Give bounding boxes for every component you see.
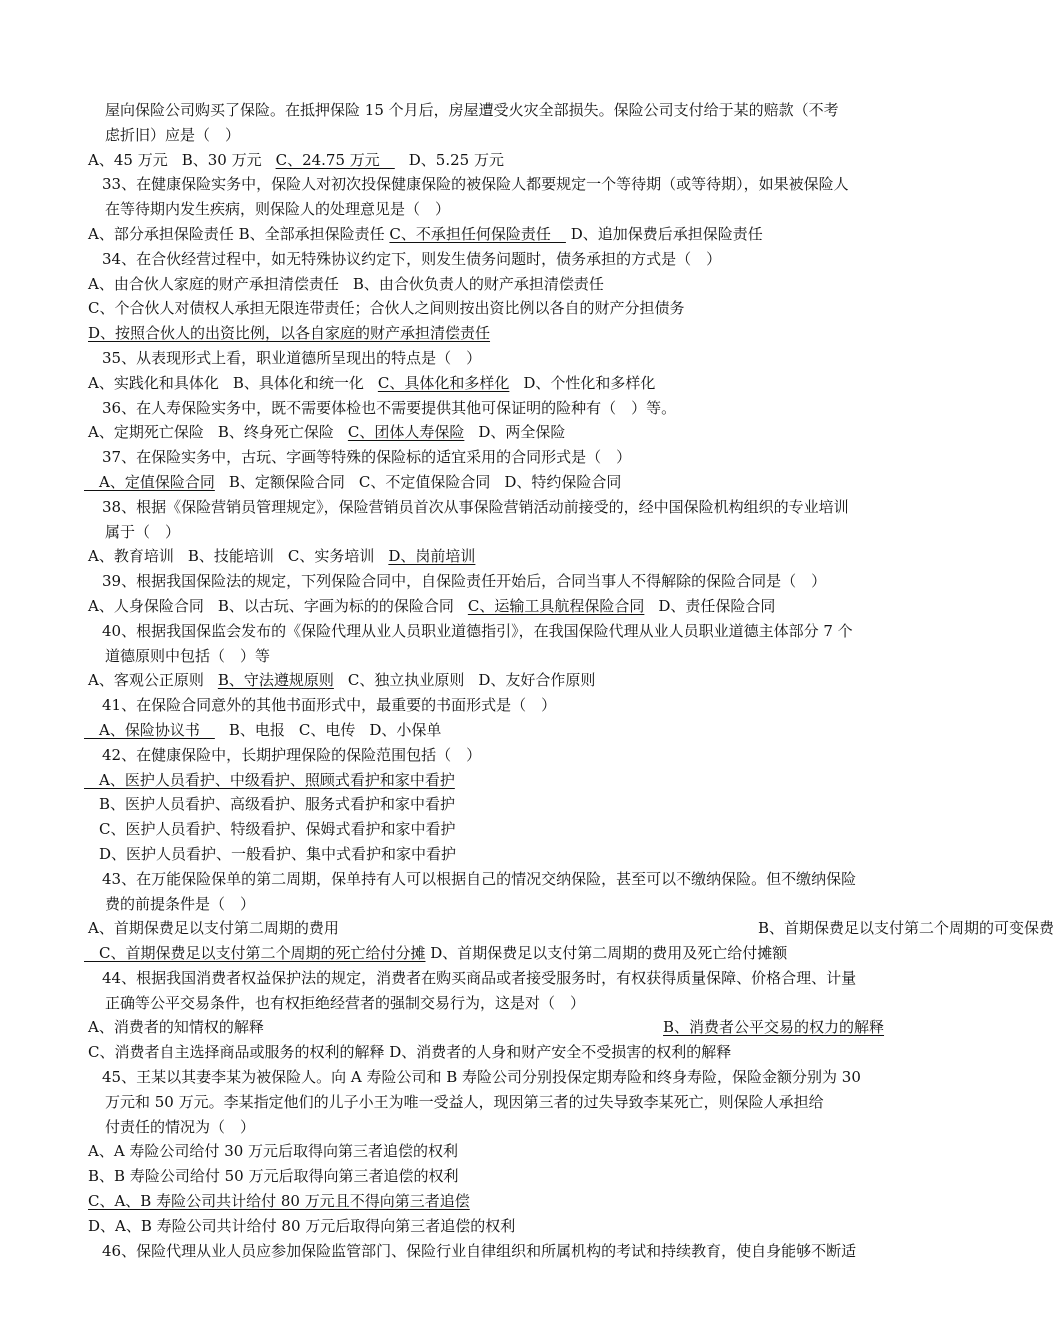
question-line — [0, 495, 950, 520]
answer-option: B、B 寿险公司给付 50 万元后取得向第三者追偿的权利 — [88, 1167, 459, 1186]
answer-options-line — [0, 668, 950, 693]
line-text: 道德原则中包括（ ）等 — [105, 646, 271, 665]
answer-option: D、友好合作原则 — [478, 671, 596, 690]
correct-answer-option: D、岗前培训 — [388, 547, 476, 566]
line-text: 42、在健康保险中，长期护理保险的保险范围包括（ ） — [102, 745, 482, 764]
question-line — [0, 966, 950, 991]
answer-option: B、终身死亡保险 — [217, 423, 334, 442]
correct-answer-option: B、消费者公平交易的权力的解释 — [663, 1018, 885, 1037]
line-text: 37、在保险实务中，古玩、字画等特殊的保险标的适宜采用的合同形式是（ ） — [102, 448, 632, 467]
answer-option: D、特约保险合同 — [504, 472, 622, 491]
question-line — [0, 743, 950, 768]
answer-options-line — [0, 842, 950, 867]
answer-option: A、首期保费足以支付第二周期的费用 — [88, 919, 339, 938]
answer-options-line — [0, 272, 950, 297]
answer-options-line — [0, 1164, 950, 1189]
answer-option: B、由合伙负责人的财产承担清偿责任 — [352, 274, 604, 293]
answer-options-line — [0, 420, 950, 445]
answer-options-line — [0, 768, 950, 793]
correct-answer-option: C、首期保费足以支付第二个周期的死亡给付分摊 — [84, 944, 426, 963]
question-continuation-line — [0, 991, 950, 1016]
line-text: 44、根据我国消费者权益保护法的规定，消费者在购买商品或者接受服务时，有权获得质量保障、价格合理、计量 — [102, 968, 857, 987]
answer-option: B、以古玩、字画为标的的保险合同 — [217, 596, 454, 615]
correct-answer-option: B、守法遵规原则 — [217, 671, 334, 690]
correct-answer-option: C、运输工具航程保险合同 — [467, 596, 645, 615]
line-text: 虑折旧）应是（ ） — [105, 125, 241, 144]
question-line — [0, 1065, 950, 1090]
answer-option: B、定额保险合同 — [228, 472, 345, 491]
line-text: 43、在万能保险保单的第二周期，保单持有人可以根据自己的情况交纳保险，甚至可以不缴纳保险。但不缴纳保险 — [102, 869, 857, 888]
answer-options-line — [0, 222, 950, 247]
correct-answer-option: C、24.75 万元 — [275, 150, 395, 169]
answer-options-line — [0, 817, 950, 842]
correct-answer-option: C、具体化和多样化 — [377, 373, 510, 392]
answer-options-line — [0, 916, 1054, 941]
line-text: 费的前提条件是（ ） — [105, 894, 256, 913]
question-continuation-line — [0, 1115, 950, 1140]
question-line — [0, 619, 950, 644]
answer-option: D、小保单 — [369, 720, 442, 739]
answer-options-line — [0, 1214, 950, 1239]
answer-option: B、电报 — [228, 720, 285, 739]
answer-options-line — [0, 1189, 950, 1214]
answer-options-line — [0, 148, 950, 173]
answer-option: D、5.25 万元 — [408, 150, 504, 169]
answer-option: A、定期死亡保险 — [88, 423, 204, 442]
question-continuation-line — [0, 644, 950, 669]
correct-answer-option: D、按照合伙人的出资比例，以各自家庭的财产承担清偿责任 — [88, 324, 491, 343]
answer-options-line — [0, 371, 950, 396]
line-text: 40、根据我国保监会发布的《保险代理从业人员职业道德指引》，在我国保险代理从业人员职业道德主体部分 7 个 — [102, 621, 853, 640]
answer-option: A、消费者的知情权的解释 — [88, 1018, 264, 1037]
line-text: 46、保险代理从业人员应参加保险监管部门、保险行业自律组织和所属机构的考试和持续教育，使自身能够不断适 — [102, 1241, 857, 1260]
question-line — [0, 693, 950, 718]
answer-option: C、医护人员看护、特级看护、保姆式看护和家中看护 — [84, 820, 456, 839]
line-text: 35、从表现形式上看，职业道德所呈现出的特点是（ ） — [102, 348, 482, 367]
question-line — [0, 172, 950, 197]
answer-option: B、具体化和统一化 — [232, 373, 364, 392]
answer-option: D、A、B 寿险公司共计给付 80 万元后取得向第三者追偿的权利 — [88, 1216, 516, 1235]
question-continuation-line — [0, 892, 950, 917]
line-text: 属于（ ） — [105, 522, 181, 541]
answer-options-line — [0, 296, 950, 321]
correct-answer-option: A、医护人员看护、中级看护、照顾式看护和家中看护 — [84, 770, 455, 789]
answer-options-line — [0, 1139, 950, 1164]
answer-option: D、消费者的人身和财产安全不受损害的权利的解释 — [389, 1043, 732, 1062]
answer-options-line — [0, 718, 950, 743]
answer-options-line — [0, 941, 950, 966]
answer-option: D、责任保险合同 — [658, 596, 776, 615]
answer-options-line — [0, 544, 950, 569]
answer-options-line — [0, 321, 950, 346]
answer-option: B、医护人员看护、高级看护、服务式看护和家中看护 — [84, 795, 456, 814]
question-line — [0, 247, 950, 272]
answer-option: B、30 万元 — [181, 150, 262, 169]
correct-answer-option: A、保险协议书 — [84, 720, 215, 739]
question-continuation-line — [0, 1090, 950, 1115]
answer-option: C、消费者自主选择商品或服务的权利的解释 — [88, 1043, 385, 1062]
correct-answer-option: C、不承担任何保险责任 — [389, 224, 566, 243]
question-line — [0, 569, 950, 594]
line-text: 34、在合伙经营过程中，如无特殊协议约定下，则发生债务问题时，债务承担的方式是（ ） — [102, 249, 722, 268]
answer-option: C、个合伙人对债权人承担无限连带责任；合伙人之间则按出资比例以各自的财产分担债务 — [88, 299, 685, 318]
question-continuation-line — [0, 520, 950, 545]
answer-option: A、客观公正原则 — [88, 671, 204, 690]
answer-option: A、A 寿险公司给付 30 万元后取得向第三者追偿的权利 — [88, 1142, 459, 1161]
line-text: 39、根据我国保险法的规定，下列保险合同中，自保险责任开始后，合同当事人不得解除的保险合同是（ ） — [102, 572, 827, 591]
answer-options-line — [0, 594, 950, 619]
correct-answer-option: C、A、B 寿险公司共计给付 80 万元且不得向第三者追偿 — [88, 1192, 470, 1211]
answer-option: A、人身保险合同 — [88, 596, 204, 615]
line-text: 正确等公平交易条件，也有权拒绝经营者的强制交易行为，这是对（ ） — [105, 993, 586, 1012]
correct-answer-option: A、定值保险合同 — [84, 472, 215, 491]
line-text: 付责任的情况为（ ） — [105, 1117, 256, 1136]
question-line — [0, 346, 950, 371]
answer-option: B、技能培训 — [187, 547, 274, 566]
answer-option: A、45 万元 — [88, 150, 168, 169]
answer-option: D、追加保费后承担保险责任 — [570, 224, 763, 243]
line-text: 33、在健康保险实务中，保险人对初次投保健康保险的被保险人都要规定一个等待期（或等待期），如果被保险人 — [102, 175, 849, 194]
answer-option: A、由合伙人家庭的财产承担清偿责任 — [88, 274, 339, 293]
answer-option: A、实践化和具体化 — [88, 373, 219, 392]
question-line — [0, 867, 950, 892]
line-text: 45、王某以其妻李某为被保险人。向 A 寿险公司和 B 寿险公司分别投保定期寿险和终身寿险，保险金额分别为 30 — [102, 1068, 861, 1087]
question-line — [0, 1239, 950, 1264]
line-text: 36、在人寿保险实务中，既不需要体检也不需要提供其他可保证明的险种有（ ）等。 — [102, 398, 677, 417]
line-text: 屋向保险公司购买了保险。在抵押保险 15 个月后，房屋遭受火灾全部损失。保险公司支付给于某的赔款（不考 — [105, 101, 839, 119]
question-line — [0, 396, 950, 421]
question-continuation-line — [0, 98, 950, 123]
answer-options-line — [0, 1040, 950, 1065]
answer-option: D、个性化和多样化 — [523, 373, 656, 392]
answer-option: C、实务培训 — [287, 547, 375, 566]
answer-option: C、独立执业原则 — [347, 671, 465, 690]
question-continuation-line — [0, 197, 950, 222]
answer-option: A、部分承担保险责任 B、全部承担保险责任 — [88, 224, 385, 243]
answer-option: C、不定值保险合同 — [358, 472, 491, 491]
document-page — [0, 98, 1054, 1263]
question-continuation-line — [0, 123, 950, 148]
answer-option: D、两全保险 — [478, 423, 566, 442]
answer-option: B、首期保费足以支付第二个周期的可变保费 — [758, 919, 1054, 938]
answer-option: D、医护人员看护、一般看护、集中式看护和家中看护 — [84, 844, 457, 863]
line-text: 38、根据《保险营销员管理规定》，保险营销员首次从事保险营销活动前接受的，经中国保险机构组织的专业培训 — [102, 497, 849, 516]
line-text: 万元和 50 万元。李某指定他们的儿子小王为唯一受益人，现因第三者的过失导致李某死亡，则保险人承担给 — [105, 1092, 824, 1111]
answer-options-line — [0, 1015, 950, 1040]
line-text: 在等待期内发生疾病，则保险人的处理意见是（ ） — [105, 200, 451, 219]
answer-option: A、教育培训 — [88, 547, 174, 566]
question-line — [0, 445, 950, 470]
correct-answer-option: C、团体人寿保险 — [347, 423, 465, 442]
answer-options-line — [0, 792, 950, 817]
answer-option: C、电传 — [298, 720, 356, 739]
line-text: 41、在保险合同意外的其他书面形式中，最重要的书面形式是（ ） — [102, 696, 557, 715]
answer-options-line — [0, 470, 950, 495]
answer-option: D、首期保费足以支付第二周期的费用及死亡给付摊额 — [430, 944, 788, 963]
